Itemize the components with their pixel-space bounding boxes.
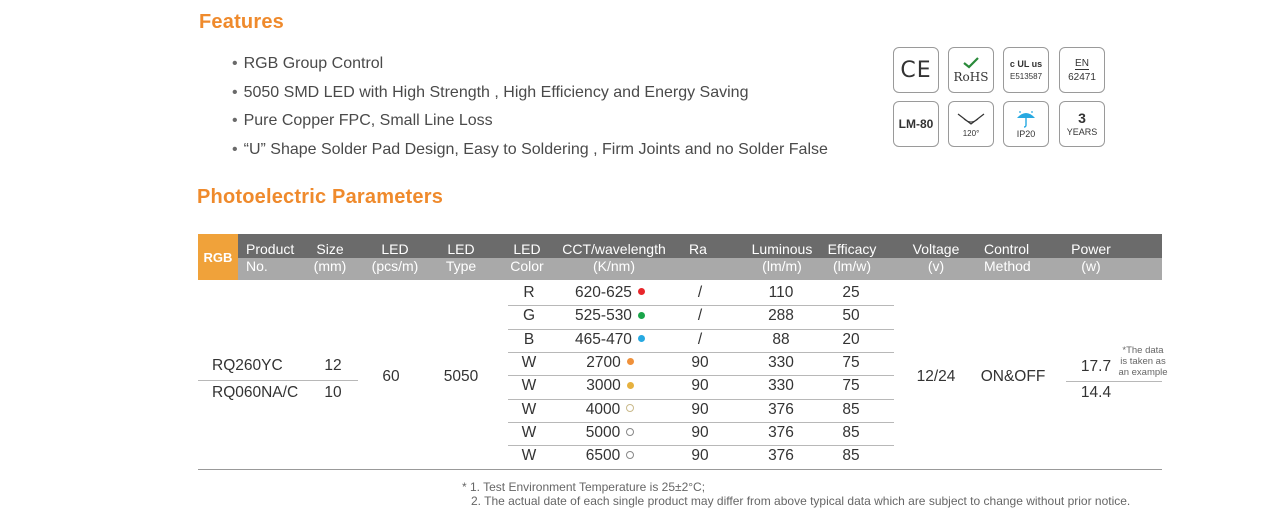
power-2: 14.4 [1080,384,1112,401]
power-note-line: *The data [1122,345,1164,356]
cct-value: 2700 [586,353,621,371]
cct-value: 620-625 [575,284,632,301]
row-divider [508,422,894,423]
size-2: 10 [324,384,342,401]
en-text: EN [1075,57,1089,69]
cct-cell [562,424,658,442]
luminous-cell: 376 [768,423,794,441]
color-dot-icon [627,358,634,365]
cct-cell [562,331,658,349]
list-item [232,140,828,169]
luminous-cell: 330 [768,353,794,371]
features-list [232,54,828,168]
ra-cell: 90 [691,447,709,465]
luminous-cell: 88 [772,330,790,348]
efficacy-cell: 50 [842,307,860,325]
feature-text: “U” Shape Solder Pad Design, Easy to Soldering , Firm Joints and no Solder False [243,140,828,158]
luminous-cell: 376 [768,447,794,465]
lm80-text: LM-80 [898,117,934,131]
header-product: Product No. [246,241,295,274]
product-divider [198,380,358,381]
voltage-value: 12/24 [916,368,956,385]
color-dot-icon [638,312,645,319]
color-dot-icon [627,382,634,389]
power-divider [1066,381,1162,382]
cct-value: 3000 [586,377,621,395]
luminous-cell: 376 [768,400,794,418]
control-value: ON&OFF [980,368,1046,385]
header-size: Size (mm) [313,241,347,274]
color-dot-icon [626,428,634,436]
color-dot-icon [638,288,645,295]
color-dot-icon [638,335,645,342]
header-led-type: LED Type [445,241,477,274]
led-color-cell: R [523,284,535,301]
ra-cell: / [697,307,703,325]
ul-code-text: E513587 [1009,72,1043,81]
ra-cell: 90 [691,377,709,395]
led-color-cell: W [521,377,537,395]
lm80-icon [893,101,939,147]
ce-mark-icon [893,47,939,93]
footnote-1: * 1. Test Environment Temperature is 25±2°C; [462,480,706,494]
ul-mark-text: c UL us [1009,59,1043,69]
efficacy-cell: 75 [842,353,860,371]
power-note [1118,345,1168,378]
feature-text: RGB Group Control [243,55,384,72]
color-dot-icon [626,451,634,459]
header-led-density: LED (pcs/m) [371,241,419,274]
led-type-value: 5050 [443,368,479,385]
row-divider [508,329,894,330]
row-divider [508,352,894,353]
rohs-text: RoHS [953,70,989,84]
row-divider [508,399,894,400]
list-item [232,54,828,83]
cct-cell [562,377,658,395]
led-color-cell: B [523,330,535,348]
luminous-cell: 110 [768,284,794,301]
umbrella-icon [1015,109,1037,129]
ul-listing-icon [1003,47,1049,93]
angle-text: 120° [962,128,980,138]
footnote-2: 2. The actual date of each single product may differ from above typical data which are subject to change without prior notice. [471,494,1131,508]
efficacy-cell: 75 [842,377,860,395]
size-1: 12 [324,357,342,374]
header-voltage: Voltage (v) [912,241,960,274]
beam-angle-icon [948,101,994,147]
bullet-icon: • [232,140,238,158]
cct-value: 465-470 [575,330,632,348]
ip-text: IP20 [1016,129,1036,139]
power-1: 17.7 [1080,358,1112,375]
row-divider [508,445,894,446]
cct-cell [562,447,658,465]
list-item [232,111,828,140]
led-color-cell: W [521,400,537,418]
table-bottom-line [198,469,1162,470]
luminous-cell: 330 [768,377,794,395]
header-led-color: LED Color [510,241,544,274]
warranty-unit: YEARS [1066,127,1098,137]
efficacy-cell: 85 [842,423,860,441]
led-density-value: 60 [382,368,400,385]
ra-cell: 90 [691,353,709,371]
header-power: Power (w) [1071,241,1111,274]
header-efficacy: Efficacy (lm/w) [827,241,877,274]
led-color-cell: W [521,423,537,441]
ce-mark-text: CE [900,57,932,83]
checkmark-icon [961,56,981,70]
efficacy-cell: 20 [842,330,860,348]
header-luminous: Luminous (lm/m) [751,241,813,274]
efficacy-cell: 85 [842,400,860,418]
ip-rating-icon [1003,101,1049,147]
efficacy-cell: 85 [842,447,860,465]
en62471-icon [1059,47,1105,93]
rgb-tag: RGB [198,234,238,280]
color-dot-icon [626,404,634,412]
cct-value: 4000 [585,400,621,418]
cct-value: 5000 [585,423,621,441]
cct-value: 525-530 [575,307,632,325]
list-item [232,83,828,112]
product-no-1: RQ260YC [212,357,283,374]
led-color-cell: G [522,307,536,325]
power-note-line: an example [1118,367,1168,378]
row-divider [508,305,894,306]
cct-cell [562,401,658,419]
efficacy-cell: 25 [842,284,860,301]
ra-cell: 90 [691,423,709,441]
cct-value: 6500 [585,447,621,465]
led-color-cell: W [521,447,537,465]
bullet-icon: • [232,55,238,72]
features-title: Features [199,11,284,33]
row-divider [508,375,894,376]
bullet-icon: • [232,83,238,101]
warranty-number: 3 [1078,110,1086,126]
params-title: Photoelectric Parameters [197,186,444,208]
ra-cell: / [697,284,703,301]
angle-icon [956,111,986,129]
product-no-2: RQ060NA/C [212,384,299,401]
header-cct: CCT/wavelength (K/nm) [562,241,666,274]
bullet-icon: • [232,112,238,129]
header-ra: Ra [689,241,707,257]
rohs-icon [948,47,994,93]
cct-cell [562,307,658,325]
warranty-icon [1059,101,1105,147]
ra-cell: / [697,330,703,348]
ra-cell: 90 [691,400,709,418]
feature-text: 5050 SMD LED with High Strength , High Efficiency and Energy Saving [243,83,749,101]
header-control: Control Method [984,241,1031,274]
en-number-text: 62471 [1068,71,1096,83]
led-color-cell: W [521,353,537,371]
cct-cell [562,284,658,302]
feature-text: Pure Copper FPC, Small Line Loss [243,112,493,129]
power-note-line: is taken as [1120,356,1166,367]
luminous-cell: 288 [768,307,794,325]
cct-cell [562,354,658,372]
